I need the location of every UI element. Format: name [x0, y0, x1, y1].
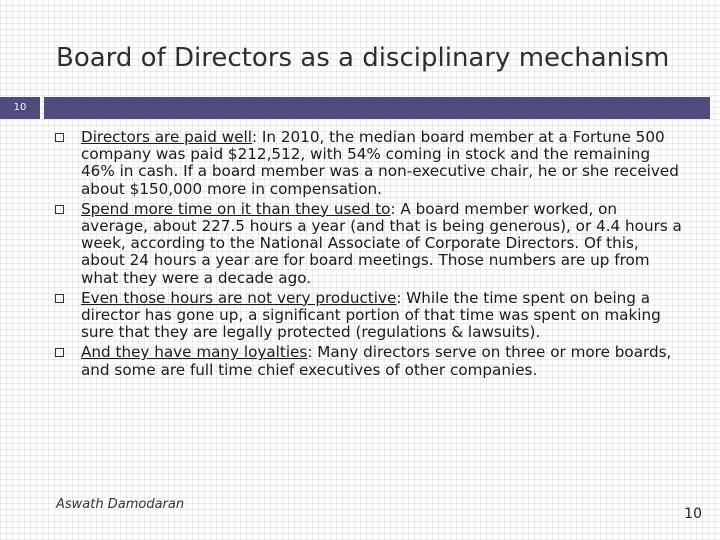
- author-footer: Aswath Damodaran: [56, 497, 185, 512]
- square-bullet-icon: [55, 348, 64, 357]
- square-bullet-icon: [55, 133, 64, 142]
- bullet-list: [54, 129, 684, 382]
- slide-number-badge: 10: [0, 97, 40, 119]
- bullet-item-time: [54, 201, 684, 287]
- bullet-lead: And they have many loyalties: [81, 343, 308, 362]
- bullet-text: : A board member worked, on average, about 227.5 hours a year (and that is being generous), or 4.4 hours a week, according to the National Associate of Corporate Directors. Of this, about 24 hours a year are for board meetings. Those numbers are up from what they were a decade ago.: [81, 199, 682, 287]
- bullet-item-loyalties: [54, 344, 684, 378]
- bullet-text: : In 2010, the median board member at a Fortune 500 company was paid $212,512, with 54% coming in stock and the remaining 46% in cash. If a board member was a non-executive chair, he or she received about $150,000 more in compensation.: [81, 128, 679, 198]
- page-number: 10: [684, 506, 702, 522]
- bullet-text: : While the time spent on being a director has gone up, a significant portion of that time was spent on making sure that they are legally protected (regulations & lawsuits).: [81, 288, 661, 342]
- bullet-text: : Many directors serve on three or more boards, and some are full time chief executives of other companies.: [81, 343, 672, 379]
- square-bullet-icon: [55, 294, 64, 303]
- bullet-lead: Spend more time on it than they used to: [81, 199, 391, 218]
- bullet-lead: Even those hours are not very productive: [81, 288, 397, 307]
- bullet-item-pay: [54, 129, 684, 198]
- square-bullet-icon: [55, 205, 64, 214]
- slide-title: Board of Directors as a disciplinary mechanism: [56, 43, 670, 73]
- bullet-item-productivity: [54, 290, 684, 342]
- title-accent-bar: [44, 97, 710, 119]
- bullet-lead: Directors are paid well: [81, 128, 252, 146]
